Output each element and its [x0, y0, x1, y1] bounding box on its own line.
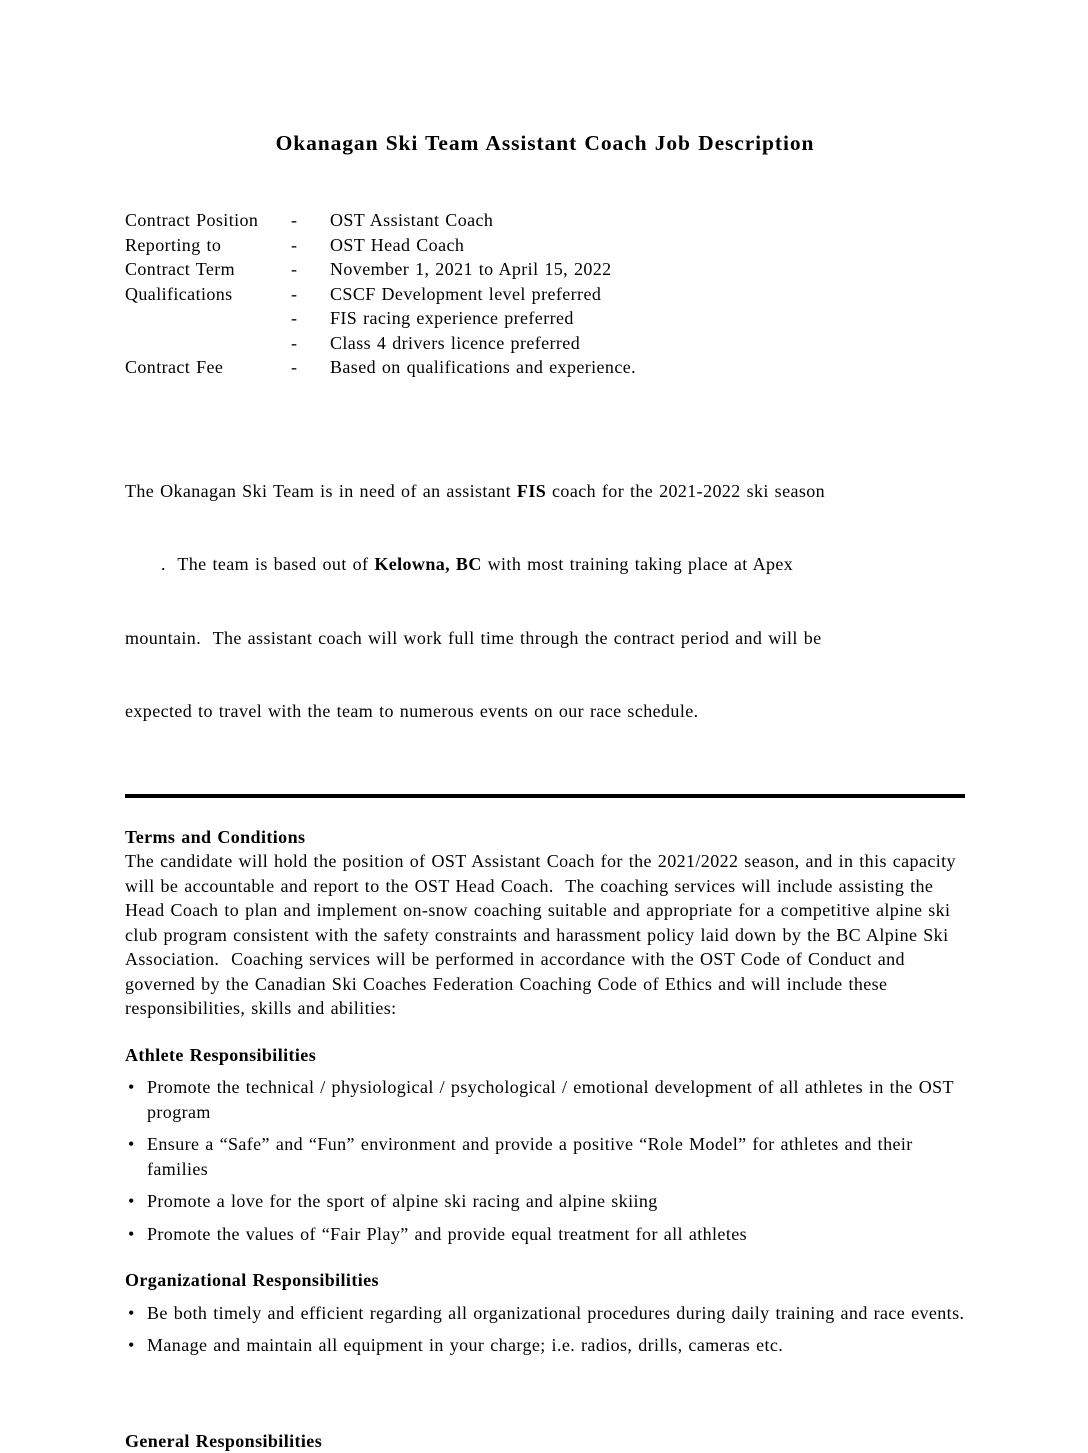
contract-row-dash: - [291, 306, 330, 331]
contract-row-value: OST Assistant Coach [330, 208, 965, 233]
table-row [125, 282, 965, 307]
contract-row-dash: - [291, 233, 330, 258]
list-item-text: Manage and maintain all equipment in your charge; i.e. radios, drills, cameras etc. [147, 1335, 783, 1355]
intro-text: . The team is based out of [161, 554, 374, 574]
terms-heading: Terms and Conditions [125, 825, 965, 850]
table-row [125, 306, 965, 331]
table-row [125, 208, 965, 233]
list-item-text: Ensure a “Safe” and “Fun” environment and provide a positive “Role Model” for athletes and their families [147, 1134, 913, 1179]
table-row [125, 355, 965, 380]
bullet-marker: • [128, 1222, 135, 1247]
contract-row-value: Based on qualifications and experience. [330, 355, 965, 380]
bullet-marker: • [128, 1333, 135, 1358]
intro-text: with most training taking place at Apex [482, 554, 793, 574]
contract-row-value: CSCF Development level preferred [330, 282, 965, 307]
terms-paragraph: The candidate will hold the position of OST Assistant Coach for the 2021/2022 season, and in this capacity will be accountable and report to the OST Head Coach. The coaching services will include assisting the Head Coach to plan and implement on-snow coaching suitable and appropriate for a competitive alpine ski club program consistent with the safety constraints and harassment policy laid down by the BC Alpine Ski Association. Coaching services will be performed in accordance with the OST Code of Conduct and governed by the Canadian Ski Coaches Federation Coaching Code of Ethics and will include these responsibilities, skills and abilities: [125, 849, 965, 1021]
list-item [125, 1333, 965, 1358]
bullet-marker: • [128, 1189, 135, 1214]
list-item [125, 1189, 965, 1214]
intro-text: The Okanagan Ski Team is in need of an assistant [125, 481, 517, 501]
list-item [125, 1301, 965, 1326]
contract-row-label [125, 331, 291, 356]
contract-row-value: November 1, 2021 to April 15, 2022 [330, 257, 965, 282]
table-row [125, 331, 965, 356]
bullet-marker: • [128, 1075, 135, 1100]
organizational-responsibilities-list [125, 1301, 965, 1358]
contract-row-label: Contract Term [125, 257, 291, 282]
contract-row-label: Contract Fee [125, 355, 291, 380]
contract-row-label: Contract Position [125, 208, 291, 233]
contract-row-dash: - [291, 355, 330, 380]
section-divider [125, 794, 965, 798]
list-item-text: Promote a love for the sport of alpine ski racing and alpine skiing [147, 1191, 658, 1211]
intro-line [125, 552, 965, 577]
list-item [125, 1222, 965, 1247]
contract-row-label: Reporting to [125, 233, 291, 258]
contract-row-dash: - [291, 257, 330, 282]
organizational-responsibilities-heading: Organizational Responsibilities [125, 1268, 965, 1293]
intro-paragraph [125, 430, 965, 773]
contract-row-label [125, 306, 291, 331]
athlete-responsibilities-heading: Athlete Responsibilities [125, 1043, 965, 1068]
athlete-responsibilities-list [125, 1075, 965, 1246]
bullet-marker: • [128, 1301, 135, 1326]
contract-row-value: FIS racing experience preferred [330, 306, 965, 331]
list-item-text: Promote the technical / physiological / psychological / emotional development of all athletes in the OST program [147, 1077, 954, 1122]
contract-row-dash: - [291, 282, 330, 307]
contract-row-value: Class 4 drivers licence preferred [330, 331, 965, 356]
intro-text: coach for the 2021-2022 ski season [546, 481, 825, 501]
contract-row-dash: - [291, 208, 330, 233]
intro-line: expected to travel with the team to numerous events on our race schedule. [125, 699, 965, 724]
list-item-text: Promote the values of “Fair Play” and provide equal treatment for all athletes [147, 1224, 747, 1244]
bullet-marker: • [128, 1132, 135, 1157]
intro-line: mountain. The assistant coach will work full time through the contract period and will be [125, 626, 965, 651]
contract-table [125, 208, 965, 380]
list-item-text: Be both timely and efficient regarding all organizational procedures during daily training and race events. [147, 1303, 964, 1323]
contract-row-label: Qualifications [125, 282, 291, 307]
list-item [125, 1132, 965, 1181]
intro-line [125, 479, 965, 504]
contract-row-dash: - [291, 331, 330, 356]
intro-text-bold: FIS [517, 481, 546, 501]
contract-row-value: OST Head Coach [330, 233, 965, 258]
table-row [125, 257, 965, 282]
table-row [125, 233, 965, 258]
list-item [125, 1075, 965, 1124]
intro-text-bold: Kelowna, BC [374, 554, 481, 574]
general-responsibilities-heading: General Responsibilities [125, 1429, 965, 1453]
page-title: Okanagan Ski Team Assistant Coach Job Description [125, 128, 965, 158]
